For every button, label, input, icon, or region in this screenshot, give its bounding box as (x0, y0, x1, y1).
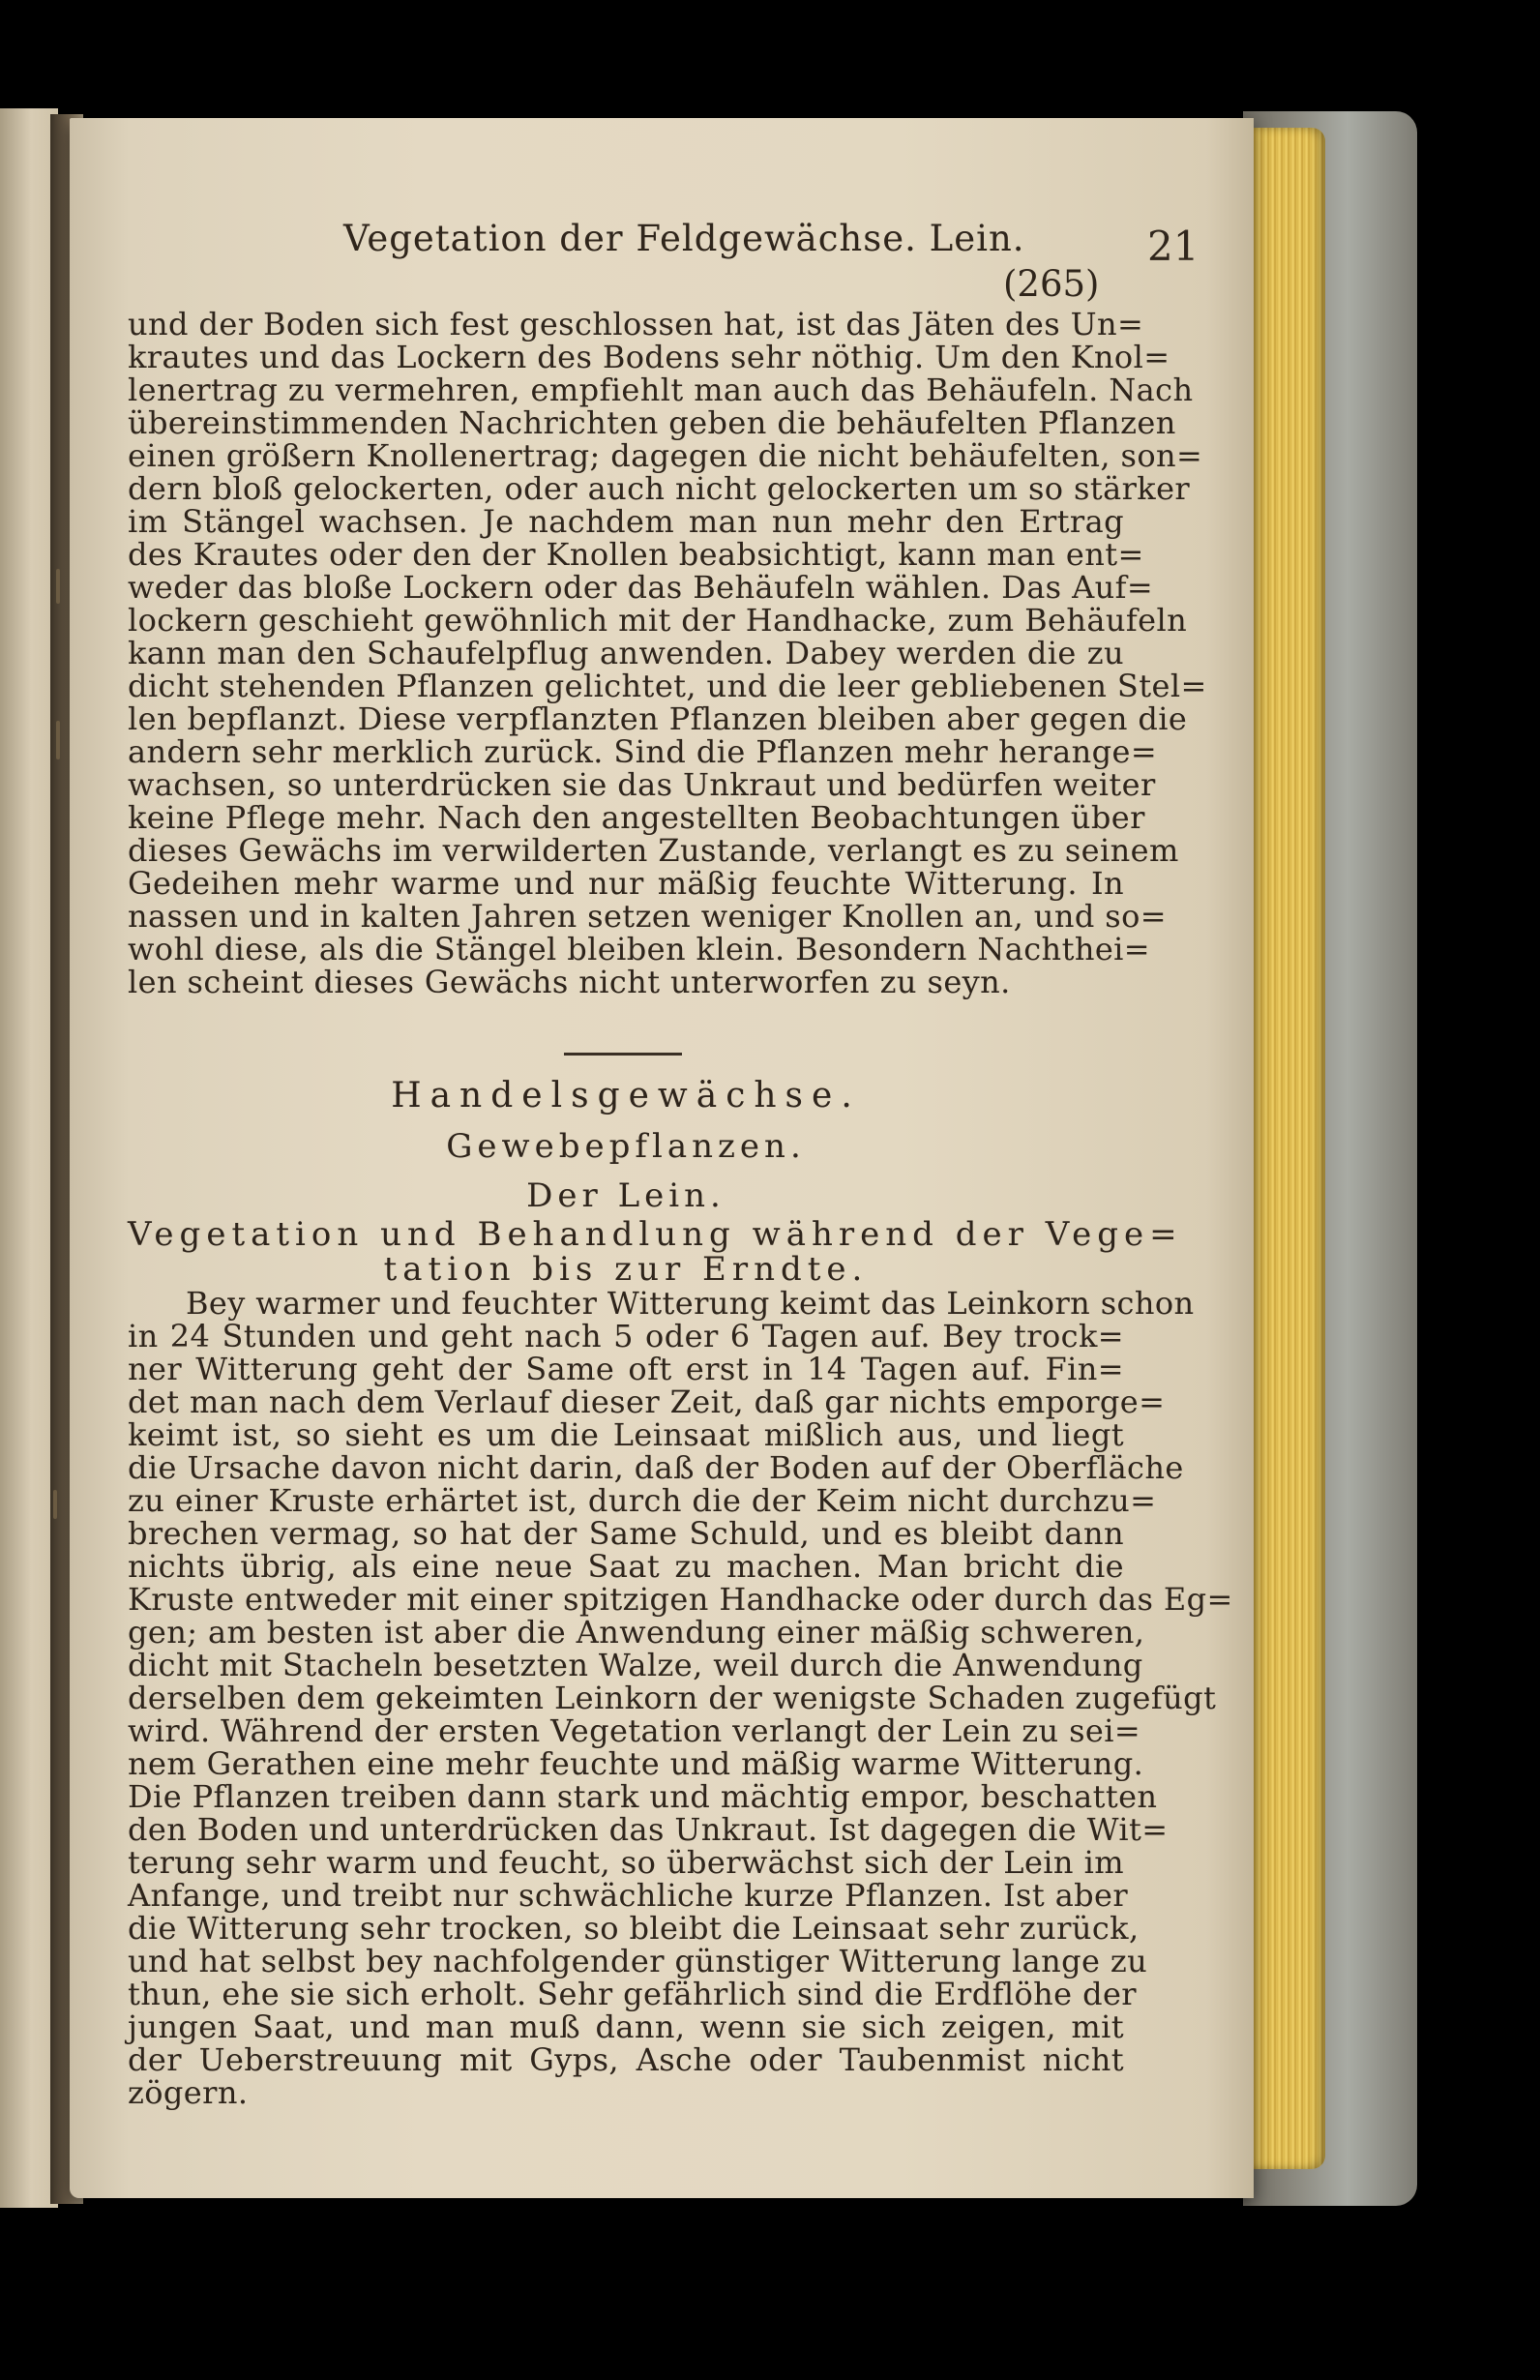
page-number: (265) (1003, 263, 1100, 305)
text-line: dicht mit Stacheln besetzten Walze, weil durch die Anwendung (128, 1647, 1143, 1683)
text-line: übereinstimmenden Nachrichten geben die behäufelten Pflanzen (128, 404, 1176, 441)
text-line: lenertrag zu vermehren, empfiehlt man auch das Behäufeln. Nach (128, 372, 1194, 408)
text-line: jungen Saat, und man muß dann, wenn sie sich zeigen, mit (128, 2008, 1124, 2045)
text-line: lockern geschieht gewöhnlich mit der Handhacke, zum Behäufeln (128, 602, 1188, 639)
text-line: nichts übrig, als eine neue Saat zu machen. Man bricht die (128, 1548, 1124, 1585)
margin-mark (56, 721, 60, 759)
running-head: Vegetation der Feldgewächse. Lein. (343, 218, 1025, 259)
text-line: weder das bloße Lockern oder das Behäufeln wählen. Das Auf= (128, 569, 1154, 606)
margin-mark (53, 1490, 57, 1519)
paragraph-bottom (128, 1285, 1233, 2111)
paragraph-top (128, 306, 1207, 1000)
text-line: terung sehr warm und feucht, so überwächst sich der Lein im (128, 1844, 1124, 1881)
text-line: nassen und in kalten Jahren setzen weniger Knollen an, und so= (128, 898, 1167, 935)
text-line: nem Gerathen eine mehr feuchte und mäßig warme Witterung. (128, 1745, 1144, 1782)
text-line: den Boden und unterdrücken das Unkraut. Ist dagegen die Wit= (128, 1811, 1169, 1848)
text-line: zu einer Kruste erhärtet ist, durch die der Keim nicht durchzu= (128, 1482, 1157, 1519)
text-line: brechen vermag, so hat der Same Schuld, und es bleibt dann (128, 1515, 1124, 1552)
text-line: dieses Gewächs im verwilderten Zustande, verlangt es zu seinem (128, 832, 1179, 869)
subsection-heading: Gewebepflanzen. (446, 1127, 806, 1166)
text-line: die Ursache davon nicht darin, daß der Boden auf der Oberfläche (128, 1449, 1184, 1486)
text-line: dicht stehenden Pflanzen gelichtet, und die leer gebliebenen Stel= (128, 668, 1207, 704)
text-line: Kruste entweder mit einer spitzigen Handhacke oder durch das Eg= (128, 1581, 1233, 1618)
text-line: thun, ehe sie sich erholt. Sehr gefährlich sind die Erdflöhe der (128, 1976, 1137, 2012)
plant-heading: Der Lein. (526, 1176, 726, 1215)
text-line: len scheint dieses Gewächs nicht unterworfen zu seyn. (128, 964, 1011, 1000)
text-line: Bey warmer und feuchter Witterung keimt das Leinkorn schon (186, 1285, 1195, 1322)
text-line: der Ueberstreuung mit Gyps, Asche oder Taubenmist nicht (128, 2041, 1124, 2078)
section-heading: Handelsgewächse. (391, 1076, 861, 1116)
text-line: Die Pflanzen treiben dann stark und mächtig empor, beschatten (128, 1778, 1158, 1815)
text-line: det man nach dem Verlauf dieser Zeit, daß gar nichts emporge= (128, 1383, 1166, 1420)
text-line: in 24 Stunden und geht nach 5 oder 6 Tagen auf. Bey trock= (128, 1318, 1124, 1354)
text-line: len bepflanzt. Diese verpflanzten Pflanzen bleiben aber gegen die (128, 700, 1188, 737)
text-line: ner Witterung geht der Same oft erst in 14 Tagen auf. Fin= (128, 1351, 1124, 1387)
text-line: dern bloß gelockerten, oder auch nicht gelockerten um so stärker (128, 470, 1191, 507)
text-line: zögern. (128, 2074, 249, 2111)
text-line: des Krautes oder den der Knollen beabsichtigt, kann man ent= (128, 536, 1144, 573)
text-line: wird. Während der ersten Vegetation verlangt der Lein zu sei= (128, 1712, 1141, 1749)
text-line: die Witterung sehr trocken, so bleibt die Leinsaat sehr zurück, (128, 1910, 1140, 1947)
text-line: und der Boden sich fest geschlossen hat, ist das Jäten des Un= (128, 306, 1144, 342)
text-line: andern sehr merklich zurück. Sind die Pflanzen mehr herange= (128, 733, 1158, 770)
topic-heading-line2: tation bis zur Erndte. (383, 1250, 869, 1289)
text-line: wohl diese, als die Stängel bleiben klein. Besondern Nachthei= (128, 931, 1151, 967)
text-line: und hat selbst bey nachfolgender günstiger Witterung lange zu (128, 1943, 1148, 1979)
topic-heading-line1: Vegetation und Behandlung während der Vege= (128, 1215, 1183, 1254)
text-line: einen größern Knollenertrag; dagegen die nicht behäufelten, son= (128, 437, 1203, 474)
text-line: keine Pflege mehr. Nach den angestellten Beobachtungen über (128, 799, 1145, 836)
left-page-edge (0, 108, 58, 2208)
text-line: keimt ist, so sieht es um die Leinsaat mißlich aus, und liegt (128, 1416, 1124, 1453)
text-line: kann man den Schaufelpflug anwenden. Dabey werden die zu (128, 635, 1124, 671)
text-line: krautes und das Lockern des Bodens sehr nöthig. Um den Knol= (128, 339, 1170, 375)
text-line: derselben dem gekeimten Leinkorn der wenigste Schaden zugefügt (128, 1680, 1217, 1716)
text-line: gen; am besten ist aber die Anwendung einer mäßig schweren, (128, 1614, 1145, 1651)
gilt-page-edges (1250, 128, 1325, 2169)
margin-mark (56, 569, 60, 604)
section-divider (564, 1053, 682, 1056)
text-line: Gedeihen mehr warme und nur mäßig feuchte Witterung. In (128, 865, 1124, 902)
text-line: Anfange, und treibt nur schwächliche kurze Pflanzen. Ist aber (128, 1877, 1129, 1914)
text-line: wachsen, so unterdrücken sie das Unkraut und bedürfen weiter (128, 766, 1156, 803)
text-line: im Stängel wachsen. Je nachdem man nun mehr den Ertrag (128, 503, 1124, 540)
signature-mark: 21 (1147, 223, 1199, 270)
